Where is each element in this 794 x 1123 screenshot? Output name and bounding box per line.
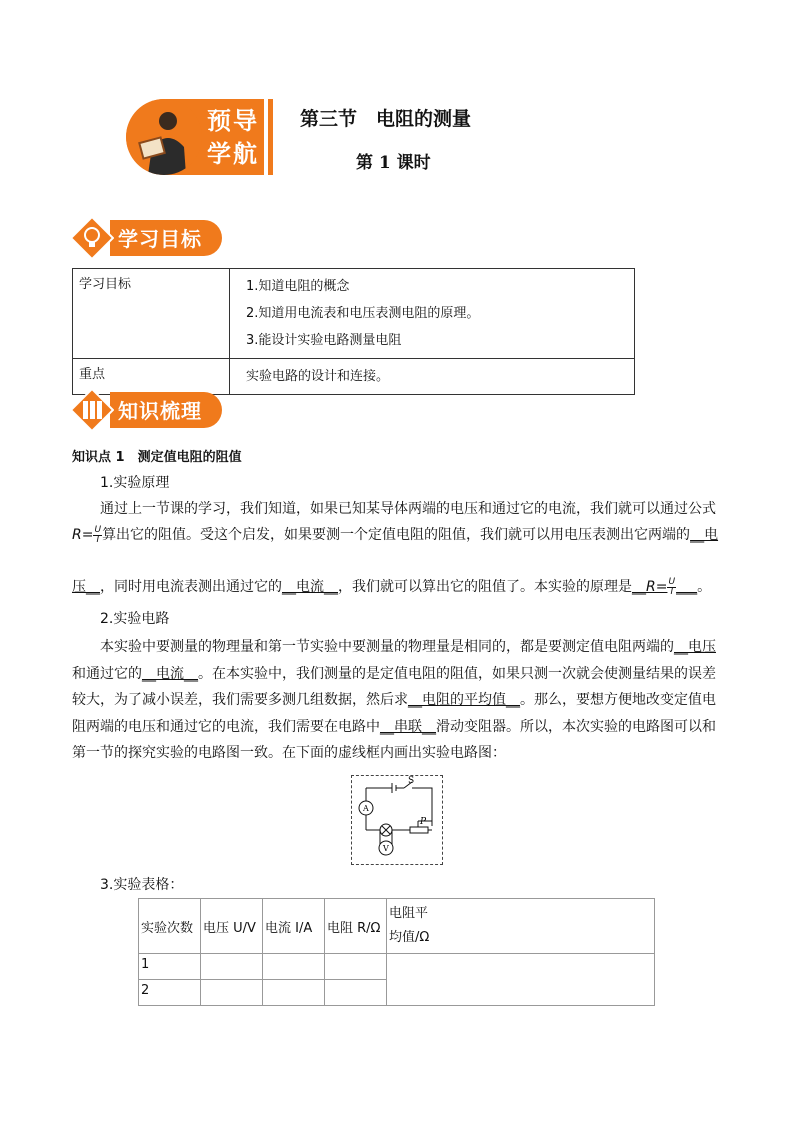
table-cell — [325, 954, 387, 980]
experiment-table — [138, 898, 655, 1006]
rheostat-symbol — [410, 827, 428, 833]
heading-table: 3.实验表格： — [100, 877, 184, 893]
formula-fraction — [667, 578, 676, 597]
section-label-goals: 学习目标 — [118, 227, 202, 251]
formula-r: R= — [72, 527, 94, 543]
period: 。 — [697, 579, 712, 595]
principle-text-4: ，我们就可以算出它的阻值了。本实验的原理是 — [338, 579, 632, 595]
badge-line-2: 学航 — [207, 139, 259, 168]
circuit-text-1: 本实验中要测量的物理量和第一节实验中要测量的物理量是相同的，都是要测定值电阻两端的 — [100, 639, 674, 655]
average-cell — [387, 954, 655, 1006]
goal-row2-value — [230, 359, 635, 395]
header-voltage: 电压 U/V — [201, 899, 263, 954]
table-cell — [201, 980, 263, 1006]
page-title: 第三节 电阻的测量 — [300, 108, 472, 130]
lightbulb-icon — [70, 216, 114, 260]
formula-fraction — [93, 526, 102, 545]
heading-circuit: 2.实验电路 — [100, 611, 170, 627]
formula-r: R= — [646, 579, 668, 595]
header-current: 电流 I/A — [263, 899, 325, 954]
slider-label: P — [420, 817, 427, 827]
badge-line-1: 预导 — [207, 106, 259, 135]
formula-denominator: I — [670, 586, 674, 597]
books-icon — [70, 388, 114, 432]
header-average-line2: 均值/Ω — [389, 930, 430, 945]
principle-text-3: ，同时用电流表测出通过它的 — [100, 579, 282, 595]
goal-table — [72, 268, 635, 395]
formula-denominator: I — [96, 534, 100, 545]
header-badge-text — [207, 104, 267, 170]
header-trial: 实验次数 — [139, 899, 201, 954]
goal-row1-items — [230, 269, 635, 359]
section-header-goals — [70, 216, 230, 260]
circuit-text-2: 和通过它的 — [72, 665, 142, 682]
header-resistance: 电阻 R/Ω — [325, 899, 387, 954]
table-cell — [201, 954, 263, 980]
principle-paragraph-cont — [72, 574, 720, 600]
page-subtitle: 第 1 课时 — [356, 153, 431, 173]
header-badge-bar — [268, 99, 273, 175]
blank-voltage-a: __电 — [690, 527, 719, 543]
header-average-line1: 电阻平 — [389, 906, 429, 921]
blank-principle — [632, 576, 698, 597]
row-1-trial: 1 — [139, 954, 201, 980]
formula-numerator: U — [94, 524, 102, 535]
table-cell — [263, 980, 325, 1006]
voltmeter-label: V — [383, 844, 389, 853]
goal-row1-label: 学习目标 — [73, 269, 230, 359]
heading-principle: 1.实验原理 — [100, 475, 170, 491]
reader-illustration — [126, 99, 202, 175]
section-header-knowledge — [70, 388, 230, 432]
circuit-diagram-box — [351, 775, 443, 865]
table-cell — [325, 980, 387, 1006]
blank-pad: __ — [632, 579, 646, 595]
principle-text-2: 算出它的阻值。受这个启发，如果要测一个定值电阻的阻值，我们就可以用电压表测出它两端的 — [102, 527, 691, 543]
header-average — [387, 899, 655, 954]
principle-text-1: 通过上一节课的学习，我们知道，如果已知某导体两端的电压和通过它的电流，我们就可以通过公式 — [100, 501, 716, 517]
blank-series: __串联__ — [380, 718, 436, 735]
circuit-diagram — [352, 776, 442, 864]
goal-item: 2.知道用电流表和电压表测电阻的原理。 — [246, 306, 480, 321]
blank-current: __电流__ — [142, 665, 198, 682]
section-label-knowledge: 知识梳理 — [118, 399, 202, 423]
goal-item: 3.能设计实验电路测量电阻 — [246, 333, 402, 348]
row-2-trial: 2 — [139, 980, 201, 1006]
blank-voltage: __电压 — [674, 639, 716, 655]
circuit-text-3: 。在本实验中，我们测量的是定值电阻的阻值，如果只测一次就会使测量结果的误差较大，为了减小误差，我们需要多测几组数据，然后求 — [72, 665, 716, 708]
ammeter-label: A — [363, 804, 369, 813]
goal-item: 1.知道电阻的概念 — [246, 279, 350, 294]
knowledge-point-title: 知识点 1 测定值电阻的阻值 — [72, 450, 242, 465]
key-point-text: 实验电路的设计和连接。 — [246, 369, 390, 384]
principle-paragraph — [72, 496, 720, 548]
formula-numerator: U — [668, 576, 676, 587]
circuit-paragraph — [72, 634, 720, 767]
blank-average: __电阻的平均值__ — [408, 692, 520, 708]
blank-voltage-b: 压__ — [72, 579, 100, 595]
circuit-text-5: 滑动变阻器。所以，本次实验的电路图可以和第一节的探究实验的电路图一致。在下面的虚线框内画出实验电路图： — [72, 718, 716, 761]
goal-row2-label: 重点 — [73, 359, 230, 395]
circuit-text-4: 。那么，要想方便地改变定值电阻两端的电压和通过它的电流，我们需要在电路中 — [72, 692, 716, 735]
switch-label: S — [408, 776, 415, 786]
blank-current: __电流__ — [282, 579, 338, 595]
table-cell — [263, 954, 325, 980]
blank-pad: ___ — [676, 579, 698, 595]
